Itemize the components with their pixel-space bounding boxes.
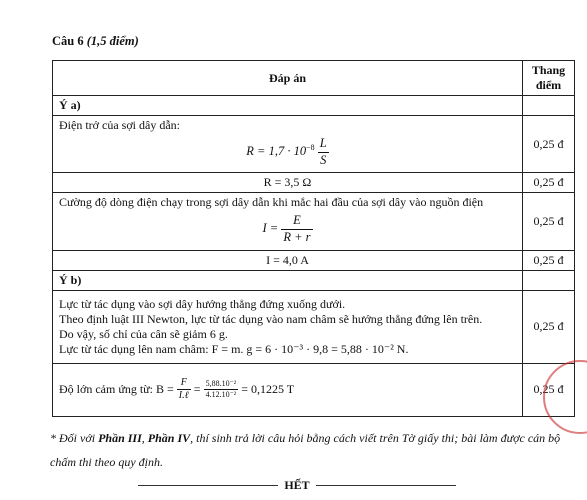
part-b-line3: Do vậy, số chỉ của cân sẽ giảm 6 g. [59, 326, 228, 341]
score-cell: 0,25 đ [523, 290, 575, 363]
r3-fraction [281, 213, 312, 245]
score-cell: 0,25 đ [523, 116, 575, 173]
answer-table [52, 60, 575, 417]
note-sep: , [141, 431, 148, 445]
table-header-row [53, 61, 575, 96]
score-cell: 0,25 đ [523, 250, 575, 270]
empty-cell [523, 270, 575, 290]
row2-text: R = 3,5 Ω [53, 173, 523, 193]
part-a-row [53, 96, 575, 116]
question-title: Câu 6 [52, 34, 84, 48]
b-frac1-num: F [177, 377, 191, 391]
r1-exp: −8 [306, 143, 315, 152]
r1-lhs: R = 1,7 · 10 [246, 144, 307, 158]
b-fraction2 [204, 379, 239, 400]
b-fraction1 [177, 377, 191, 403]
answer-cell [53, 193, 523, 250]
row3-text: Cường độ dòng điện chạy trong sợi dây dẫn khi mắc hai đầu của sợi dây vào nguồn điện [59, 195, 484, 210]
score-cell: 0,25 đ [523, 173, 575, 193]
end-label: HẾT [284, 478, 310, 492]
empty-cell [523, 96, 575, 116]
current-formula [59, 213, 516, 245]
r3-den: R + r [283, 229, 311, 244]
score-cell: 0,25 đ [523, 193, 575, 250]
part-b-line1: Lực từ tác dụng vào sợi dây hướng thẳng đứng xuống dưới. [59, 296, 346, 311]
r1-num: L [318, 136, 329, 153]
score-cell: 0,25 đ [523, 363, 575, 416]
table-row [53, 173, 575, 193]
note-part4: Phần IV [147, 431, 191, 445]
question-points: (1,5 điểm) [86, 34, 139, 48]
table-row [53, 116, 575, 173]
note-part3: Phần III [98, 431, 142, 445]
end-line-right [316, 485, 456, 486]
header-score-line2: điểm [535, 78, 562, 92]
header-answer: Đáp án [53, 61, 523, 96]
b-frac1-den: I.ℓ [178, 390, 189, 401]
r1-fraction [318, 136, 329, 168]
row4-text: I = 4,0 A [53, 250, 523, 270]
answer-cell [53, 116, 523, 173]
r3-num: E [281, 213, 312, 230]
footnote [50, 426, 580, 474]
b-result: = 0,1225 T [241, 381, 295, 396]
b-frac2-num: 5,88.10⁻² [205, 379, 237, 388]
b-text: Độ lớn cảm ứng từ: B = [59, 381, 174, 396]
table-row [53, 363, 575, 416]
row1-text: Điện trở của sợi dây dẫn: [59, 118, 180, 132]
answer-cell: Độ lớn cảm ứng từ: B = $\frac{F}{\text{I.ℓ}}$ = $\frac{\text{5,88.10⁻²}}{\text{4.12.10⁻²}}$ = 0,1225 T [53, 363, 523, 416]
part-b-line4: Lực từ tác dụng lên nam châm: F = m. g = 6 · 10⁻³ · 9,8 = 5,88 · 10⁻² N. [59, 341, 409, 356]
part-b-label: Ý b) [53, 270, 523, 290]
note-prefix: * Đối với [50, 431, 99, 445]
r1-den: S [320, 152, 327, 167]
part-a-label: Ý a) [53, 96, 523, 116]
answer-cell [53, 290, 523, 363]
part-b-line2: Theo định luật III Newton, lực từ tác dụng vào nam châm sẽ hướng thẳng đứng lên trên. [59, 311, 483, 326]
r3-lhs: I = [262, 221, 279, 236]
resistance-formula [59, 136, 516, 168]
header-score-line1: Thang [531, 63, 566, 77]
b-frac2-den: 4.12.10⁻² [205, 390, 237, 399]
part-b-row [53, 270, 575, 290]
table-row [53, 290, 575, 363]
header-score [523, 61, 575, 96]
table-row [53, 250, 575, 270]
end-line-left [138, 485, 278, 486]
note-rest: , thí sinh trả lời câu hỏi bằng cách viết trên Tờ giấy thi; bài làm được cán bộ chấm thi theo quy định. [50, 431, 561, 469]
table-row [53, 193, 575, 250]
end-marker [132, 478, 462, 493]
question-heading [52, 34, 139, 49]
